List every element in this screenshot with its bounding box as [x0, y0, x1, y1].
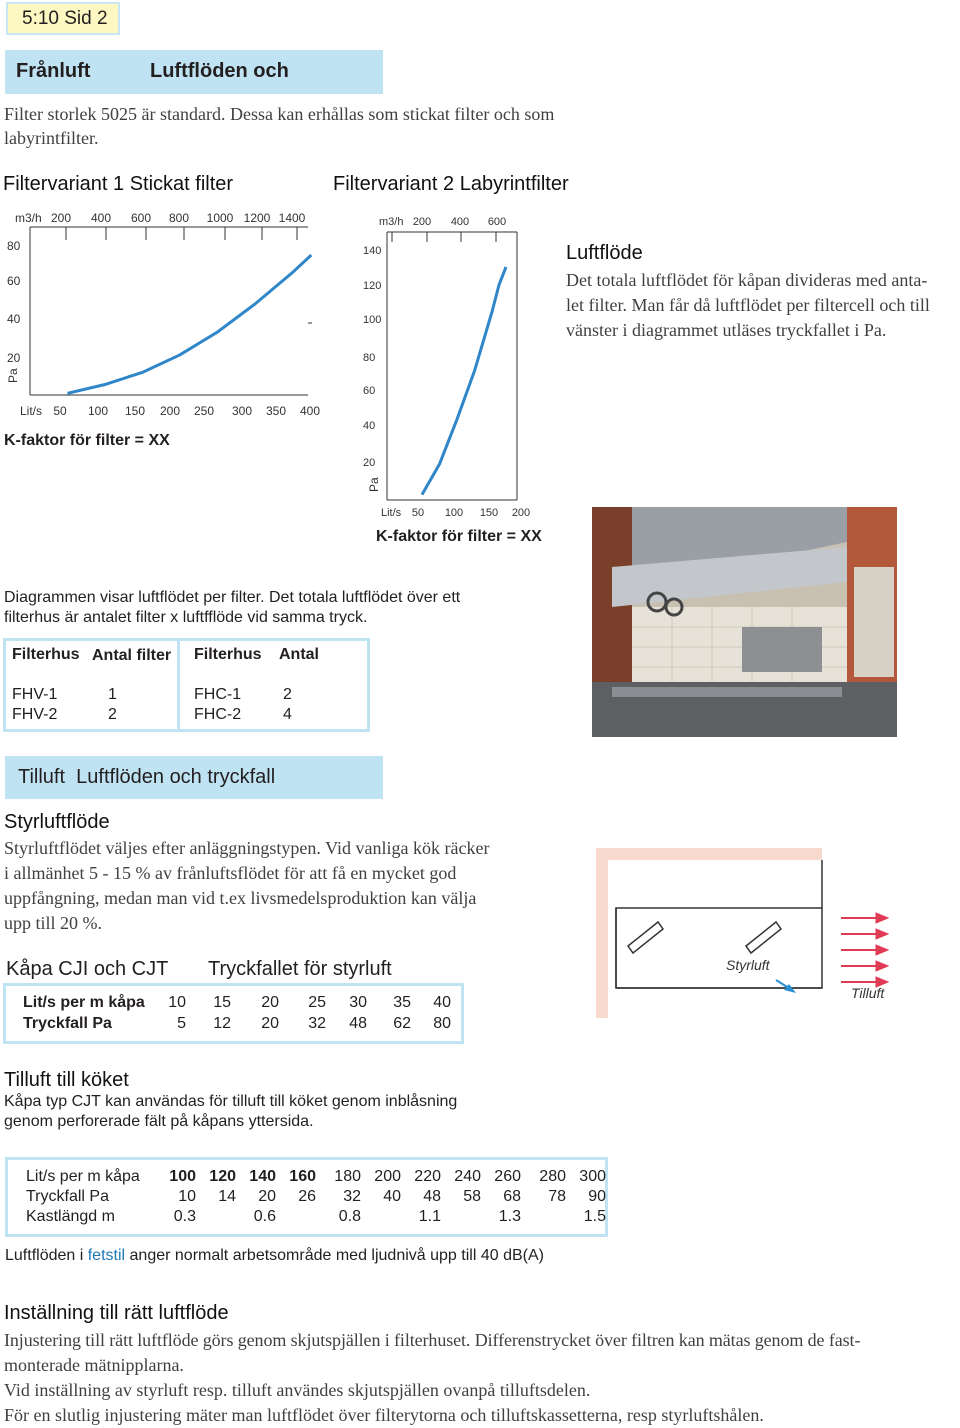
chart2-bottom-unit: Lit/s	[381, 507, 402, 519]
chart1-kfactor: K-faktor för filter = XX	[4, 432, 170, 449]
chart1-bottom-tick-label: 400	[299, 404, 321, 418]
chart1-y-tick-label: 40	[7, 312, 21, 326]
filter-table	[3, 638, 370, 732]
big-row2-cell: 14	[218, 1188, 236, 1205]
chart1-top-tick-label: 200	[50, 211, 72, 225]
big-row3-cell: 0.6	[253, 1208, 276, 1225]
big-row1-cell: 300	[579, 1168, 606, 1185]
big-row1-cell: 160	[289, 1168, 316, 1185]
chart1-y-tick-label: 20	[7, 351, 21, 365]
kapa-row1-cell: 30	[349, 994, 367, 1011]
luftflode-line-3: vänster i diagrammet utläses tryckfallet i Pa.	[566, 320, 887, 340]
big-row2-cell: 20	[258, 1188, 276, 1205]
styr-line-2: i allmänhet 5 - 15 % av frånluftsflödet för att få en mycket god	[4, 863, 457, 883]
filter-right-row2-name: FHC-2	[194, 706, 242, 723]
kapa-row1-label: Lit/s per m kåpa	[23, 994, 145, 1011]
big-row1-cell: 100	[169, 1168, 196, 1185]
big-row2-cell: 68	[503, 1188, 521, 1205]
chart-variant2	[355, 205, 555, 525]
chart2-bottom-tick-label: 200	[511, 507, 531, 519]
filter-left-row1-name: FHV-1	[12, 686, 58, 703]
hood-diagram	[596, 848, 906, 1018]
kapa-row1-cell: 40	[433, 994, 451, 1011]
big-row1-cell: 140	[249, 1168, 276, 1185]
big-row2-label: Tryckfall Pa	[26, 1188, 109, 1205]
chart1-top-tick-label: 1400	[278, 211, 306, 225]
chart1-bottom-unit: Lit/s	[20, 404, 43, 418]
section2-title: Tilluft Luftflöden och tryckfall	[18, 766, 276, 788]
section-header-franluft	[5, 50, 383, 94]
intro-line-1: Filter storlek 5025 är standard. Dessa kan erhållas som stickat filter och som	[4, 104, 555, 124]
footnote	[5, 1247, 544, 1265]
big-row2-cell: 48	[423, 1188, 441, 1205]
styr-heading: Styrluftflöde	[4, 811, 110, 833]
chart1-top-tick-label: 1200	[243, 211, 271, 225]
chart2-top-tick-label: 400	[450, 216, 470, 228]
chart2-y-tick-label: 20	[363, 457, 376, 469]
filter-left-header2: Antal filter	[92, 647, 172, 664]
label-tilluft: Tilluft	[851, 985, 885, 1001]
intro-line-2: labyrintfilter.	[4, 128, 99, 148]
chart2-y-tick-label: 80	[363, 352, 376, 364]
big-row2-cell: 58	[463, 1188, 481, 1205]
big-row2-cell: 90	[588, 1188, 606, 1205]
filter-right-header2: Antal	[279, 646, 319, 663]
big-row1-cell: 240	[454, 1168, 481, 1185]
kapa-row2-cell: 12	[213, 1015, 231, 1032]
variant2-heading: Filtervariant 2 Labyrintfilter	[333, 173, 569, 195]
tilluft-koket-line-1: Kåpa typ CJT kan användas för tilluft till köket genom inblåsning	[4, 1093, 458, 1110]
chart1-bottom-tick-label: 350	[265, 404, 287, 418]
filter-left-row1-count: 1	[108, 686, 117, 703]
chart2-y-tick-label: 100	[363, 314, 382, 326]
filter-table-divider	[177, 641, 180, 729]
chart1-bottom-tick-label: 300	[231, 404, 253, 418]
page-number: 5:10 Sid 2	[6, 2, 120, 35]
big-row3-cell: 0.3	[173, 1208, 196, 1225]
tilluft-koket-line-2: genom perforerade fält på kåpans yttersida.	[4, 1113, 314, 1130]
chart2-top-unit: m3/h	[379, 216, 404, 228]
filter-left-row2-name: FHV-2	[12, 706, 58, 723]
big-row1-cell: 180	[334, 1168, 361, 1185]
big-row2-cell: 78	[548, 1188, 566, 1205]
kapa-title-left: Kåpa CJI och CJT	[6, 958, 169, 980]
big-row1-cell: 120	[209, 1168, 236, 1185]
chart1-bottom-tick-label: 50	[53, 404, 67, 418]
chart2-bottom-tick-label: 50	[411, 507, 425, 519]
filter-right-row2-count: 4	[283, 706, 292, 723]
chart1-y-tick-label: 60	[7, 274, 21, 288]
chart1-bottom-tick-label: 200	[159, 404, 181, 418]
big-row2-cell: 32	[343, 1188, 361, 1205]
footnote-part2: fetstil	[87, 1247, 126, 1264]
filter-right-row1-name: FHC-1	[194, 686, 242, 703]
chart1-bottom-tick-label: 100	[87, 404, 109, 418]
kapa-row2-cell: 62	[393, 1015, 411, 1032]
filter-left-row2-count: 2	[108, 706, 117, 723]
tilluft-koket-heading: Tilluft till köket	[4, 1069, 129, 1091]
chart1-bottom-tick-label: 250	[193, 404, 215, 418]
installning-line-3: Vid inställning av styrluft resp. tilluft användes skjutspjällen ovanpå tilluftsdelen.	[4, 1380, 591, 1400]
chart2-y-tick-label: 40	[363, 420, 376, 432]
chart1-top-unit: m3/h	[15, 211, 42, 225]
installning-heading: Inställning till rätt luftflöde	[4, 1302, 229, 1324]
chart2-curve	[422, 267, 506, 495]
big-row2-cell: 10	[178, 1188, 196, 1205]
kapa-row1-cell: 20	[261, 994, 279, 1011]
luftflode-line-1: Det totala luftflödet för kåpan divideras med anta-	[566, 270, 928, 290]
big-row1-cell: 220	[414, 1168, 441, 1185]
kapa-row2-label: Tryckfall Pa	[23, 1015, 112, 1032]
kapa-row1-cell: 35	[393, 994, 411, 1011]
chart2-top-tick-label: 200	[412, 216, 432, 228]
kapa-row2-cell: 80	[433, 1015, 451, 1032]
luftflode-line-2: let filter. Man får då luftflödet per filtercell och till	[566, 295, 930, 315]
kapa-table	[3, 983, 464, 1044]
luftflode-heading: Luftflöde	[566, 242, 643, 264]
chart2-bottom-tick-label: 150	[479, 507, 499, 519]
chart1-y-tick-label: 80	[7, 239, 21, 253]
big-row1-cell: 280	[539, 1168, 566, 1185]
kapa-row2-cell: 32	[308, 1015, 326, 1032]
chart2-kfactor: K-faktor för filter = XX	[376, 528, 542, 545]
tilluft-table	[5, 1157, 608, 1237]
chart2-y-tick-label: 60	[363, 385, 376, 397]
big-row3-cell: 0.8	[338, 1208, 361, 1225]
chart1-bottom-tick-label: 150	[124, 404, 146, 418]
big-row1-cell: 200	[374, 1168, 401, 1185]
kapa-title-right: Tryckfallet för styrluft	[208, 958, 392, 980]
chart-variant1	[0, 205, 330, 455]
chart1-curve	[68, 255, 312, 393]
kapa-row2-cell: 48	[349, 1015, 367, 1032]
diagram-text-1: Diagrammen visar luftflödet per filter. Det totala luftflödet över ett	[4, 589, 461, 606]
installning-line-1: Injustering till rätt luftflöde görs genom skjutspjällen i filterhuset. Differenstrycket över filtren kan mätas genom de fast-	[4, 1330, 861, 1350]
styr-line-1: Styrluftflödet väljes efter anläggningstypen. Vid vanliga kök räcker	[4, 838, 490, 858]
section-header-tilluft	[5, 756, 383, 799]
chart2-y-unit: Pa	[367, 477, 381, 492]
footnote-part1: Luftflöden i	[5, 1247, 88, 1264]
kitchen-photo	[592, 507, 897, 737]
chart1-y-unit: Pa	[6, 368, 20, 383]
kapa-row1-cell: 10	[168, 994, 186, 1011]
chart2-y-tick-label: 140	[363, 245, 382, 257]
big-row1-label: Lit/s per m kåpa	[26, 1168, 140, 1185]
big-row2-cell: 40	[383, 1188, 401, 1205]
variant1-heading: Filtervariant 1 Stickat filter	[3, 173, 234, 195]
section-title-right: Luftflöden och	[150, 60, 289, 82]
styr-line-3: uppfångning, medan man vid t.ex livsmedelsproduktion kan välja	[4, 888, 477, 908]
big-row3-cell: 1.1	[418, 1208, 441, 1225]
kapa-row1-cell: 15	[213, 994, 231, 1011]
kapa-row2-cell: 5	[177, 1015, 186, 1032]
footnote-part3: anger normalt arbetsområde med ljudnivå upp till 40 dB(A)	[125, 1247, 544, 1264]
chart1-top-tick-label: 800	[168, 211, 190, 225]
big-row2-cell: 26	[298, 1188, 316, 1205]
chart2-bottom-tick-label: 100	[444, 507, 464, 519]
chart1-top-tick-label: 1000	[206, 211, 234, 225]
filter-left-header1: Filterhus	[12, 646, 80, 663]
diagram-text-2: filterhus är antalet filter x luftfflöde vid samma tryck.	[4, 609, 368, 626]
chart2-top-tick-label: 600	[487, 216, 507, 228]
big-row1-cell: 260	[494, 1168, 521, 1185]
installning-line-4: För en slutlig injustering mäter man luftflödet över filterytorna och tilluftskassetterna, resp styrluftshålen.	[4, 1405, 764, 1425]
label-styrluft: Styrluft	[726, 957, 770, 973]
chart1-top-tick-label: 600	[130, 211, 152, 225]
chart1-top-tick-label: 400	[90, 211, 112, 225]
big-row3-cell: 1.5	[583, 1208, 606, 1225]
filter-right-header1: Filterhus	[194, 646, 262, 663]
styr-line-4: upp till 20 %.	[4, 913, 102, 933]
chart2-y-tick-label: 120	[363, 280, 382, 292]
tilluft-arrows	[841, 913, 888, 987]
kapa-row2-cell: 20	[261, 1015, 279, 1032]
section-title-left: Frånluft	[16, 60, 91, 82]
filter-right-row1-count: 2	[283, 686, 292, 703]
big-row3-label: Kastlängd m	[26, 1208, 115, 1225]
installning-line-2: monterade mätnipplarna.	[4, 1355, 184, 1375]
kapa-row1-cell: 25	[308, 994, 326, 1011]
big-row3-cell: 1.3	[498, 1208, 521, 1225]
